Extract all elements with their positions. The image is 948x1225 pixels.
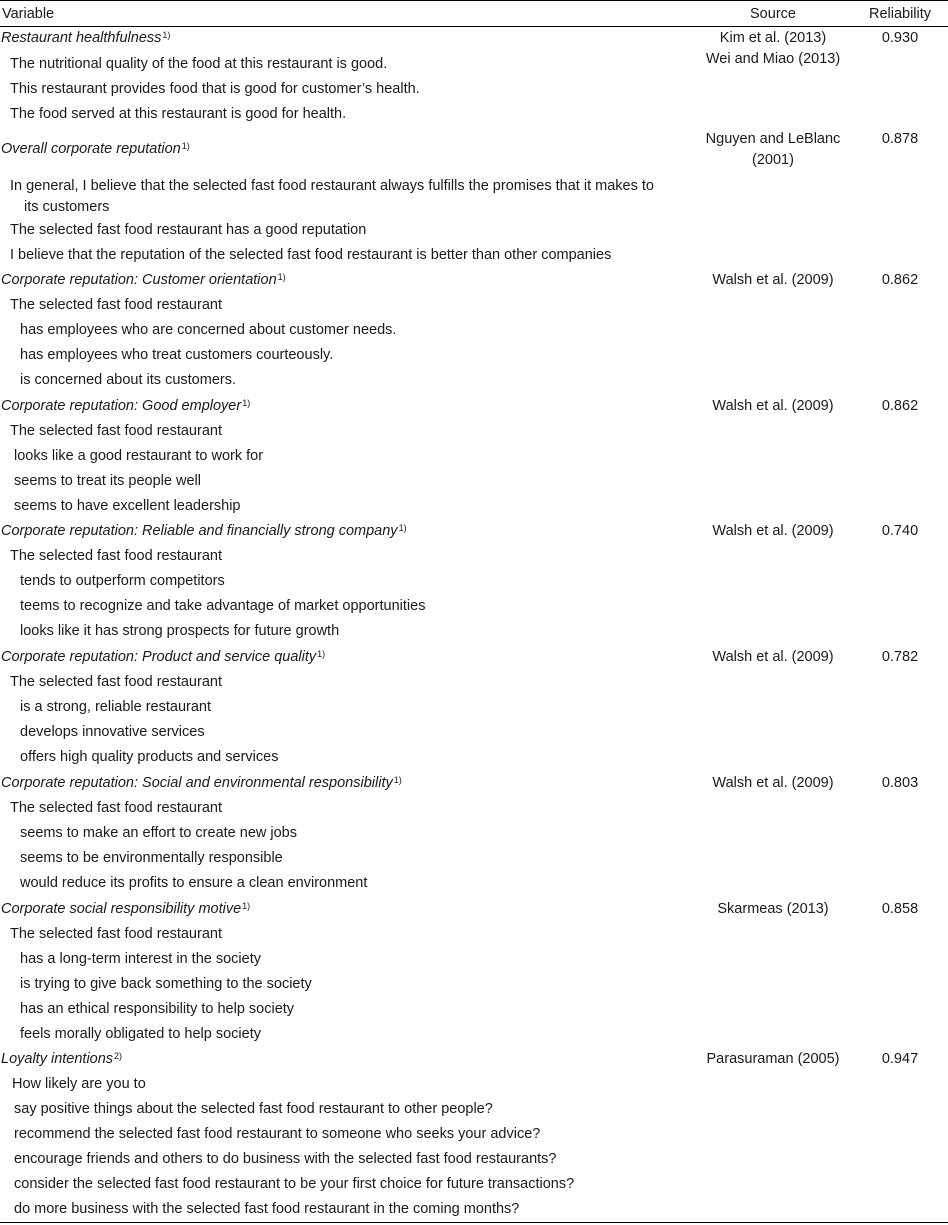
item: The selected fast food restaurant bbox=[10, 800, 222, 816]
table-bottom-rule bbox=[0, 1222, 948, 1223]
item: The selected fast food restaurant has a good reputation bbox=[10, 222, 367, 238]
section-reliability: 0.862 bbox=[881, 272, 919, 288]
section-title: Corporate reputation: Social and environmental responsibility$^{1)}$ bbox=[1, 775, 402, 791]
item: is concerned about its customers. bbox=[20, 372, 236, 388]
header-variable: Variable bbox=[2, 6, 55, 22]
item: say positive things about the selected fast food restaurant to other people? bbox=[14, 1101, 493, 1117]
header-source: Source bbox=[750, 6, 796, 22]
item: seems to be environmentally responsible bbox=[20, 850, 283, 866]
section-source: Walsh et al. (2009) bbox=[712, 775, 834, 791]
item: The selected fast food restaurant bbox=[10, 674, 222, 690]
item: has employees who treat customers courteously. bbox=[20, 347, 334, 363]
section-reliability: 0.740 bbox=[881, 523, 919, 539]
section-reliability: 0.782 bbox=[881, 649, 919, 665]
item: consider the selected fast food restaurant to be your first choice for future transactions? bbox=[14, 1176, 575, 1192]
item: looks like a good restaurant to work for bbox=[14, 448, 264, 464]
item: The selected fast food restaurant bbox=[10, 297, 222, 313]
section-source: Walsh et al. (2009) bbox=[712, 649, 834, 665]
item: recommend the selected fast food restaurant to someone who seeks your advice? bbox=[14, 1126, 541, 1142]
item: I believe that the reputation of the selected fast food restaurant is better than other companies bbox=[10, 247, 612, 263]
section-reliability: 0.947 bbox=[881, 1051, 919, 1067]
item: feels morally obligated to help society bbox=[20, 1026, 261, 1042]
section-title: Loyalty intentions$^{2)}$ bbox=[1, 1051, 123, 1067]
item: How likely are you to bbox=[12, 1076, 146, 1092]
section-reliability: 0.930 bbox=[881, 30, 919, 46]
item: is a strong, reliable restaurant bbox=[20, 699, 212, 715]
item: seems to make an effort to create new jobs bbox=[20, 825, 297, 841]
item: The food served at this restaurant is good for health. bbox=[10, 106, 347, 122]
item: seems to treat its people well bbox=[14, 473, 201, 489]
section-title: Corporate reputation: Good employer$^{1)}$ bbox=[1, 398, 251, 414]
item: In general, I believe that the selected fast food restaurant always fulfills the promises that it makes to its customers bbox=[10, 178, 654, 215]
section-source: Walsh et al. (2009) bbox=[712, 272, 834, 288]
section-title: Restaurant healthfulness$^{1)}$ bbox=[1, 30, 171, 46]
section-reliability: 0.862 bbox=[881, 398, 919, 414]
section-source: Parasuraman (2005) bbox=[706, 1051, 840, 1067]
item: tends to outperform competitors bbox=[20, 573, 225, 589]
section-title: Corporate reputation: Customer orientation$^{1)}$ bbox=[1, 272, 286, 288]
section-reliability: 0.803 bbox=[881, 775, 919, 791]
section-title: Corporate reputation: Reliable and financially strong company$^{1)}$ bbox=[1, 523, 407, 539]
item: The selected fast food restaurant bbox=[10, 548, 222, 564]
item: The selected fast food restaurant bbox=[10, 423, 222, 439]
item: has a long-term interest in the society bbox=[20, 951, 261, 967]
item: develops innovative services bbox=[20, 724, 205, 740]
item: offers high quality products and services bbox=[20, 749, 279, 765]
item: do more business with the selected fast food restaurant in the coming months? bbox=[14, 1201, 520, 1217]
section-source: Walsh et al. (2009) bbox=[712, 523, 834, 539]
header-reliability: Reliability bbox=[868, 6, 932, 22]
item: encourage friends and others to do business with the selected fast food restaurants? bbox=[14, 1151, 557, 1167]
section-title: Overall corporate reputation$^{1)}$ bbox=[1, 141, 190, 157]
section-title: Corporate social responsibility motive$^{1)}$ bbox=[1, 901, 251, 917]
section-source: Skarmeas (2013) bbox=[717, 901, 829, 917]
item: teems to recognize and take advantage of market opportunities bbox=[20, 598, 426, 614]
item: looks like it has strong prospects for future growth bbox=[20, 623, 340, 639]
item: has an ethical responsibility to help society bbox=[20, 1001, 295, 1017]
table-header bbox=[0, 0, 948, 27]
section-source: Walsh et al. (2009) bbox=[712, 398, 834, 414]
item: The nutritional quality of the food at this restaurant is good. bbox=[10, 56, 388, 72]
section-source: Kim et al. (2013) Wei and Miao (2013) bbox=[705, 30, 841, 67]
section-reliability: 0.878 bbox=[881, 131, 919, 147]
item: seems to have excellent leadership bbox=[14, 498, 241, 514]
item: has employees who are concerned about customer needs. bbox=[20, 322, 397, 338]
item: The selected fast food restaurant bbox=[10, 926, 222, 942]
section-source: Nguyen and LeBlanc (2001) bbox=[705, 131, 841, 168]
item: This restaurant provides food that is good for customer’s health. bbox=[10, 81, 420, 97]
section-reliability: 0.858 bbox=[881, 901, 919, 917]
item: would reduce its profits to ensure a clean environment bbox=[20, 875, 368, 891]
section-title: Corporate reputation: Product and service quality$^{1)}$ bbox=[1, 649, 326, 665]
item: is trying to give back something to the society bbox=[20, 976, 312, 992]
